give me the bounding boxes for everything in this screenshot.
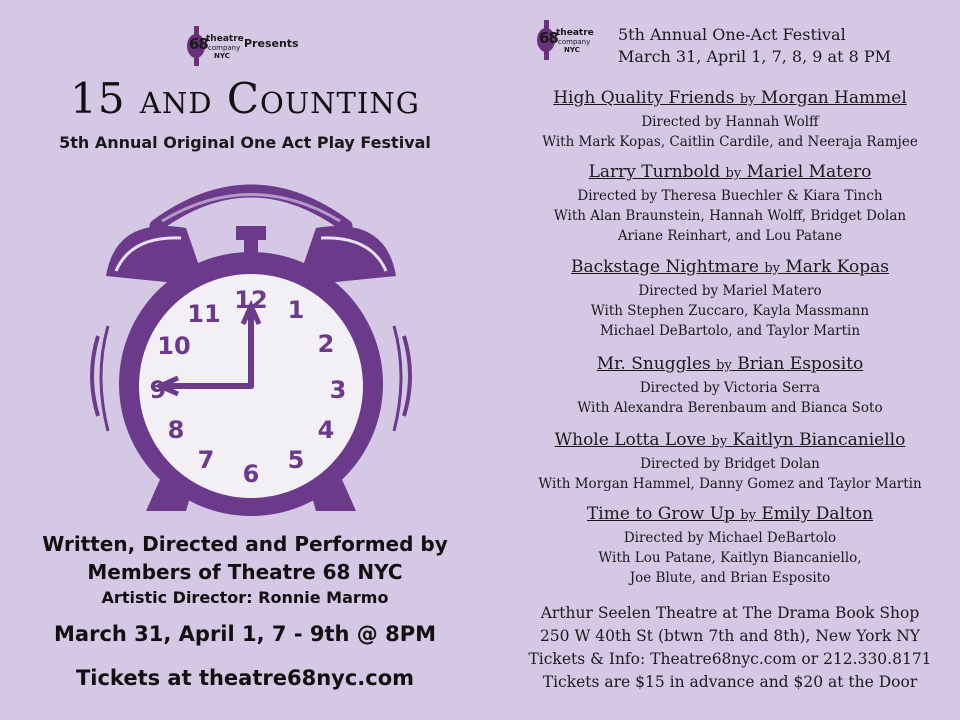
venue-info	[500, 602, 960, 694]
clock-numeral-10: 10	[157, 332, 191, 360]
clock-numeral-3: 3	[329, 376, 347, 404]
play-cast: With Lou Patane, Kaitlyn Biancaniello,	[598, 550, 862, 566]
clock-numeral-11: 11	[187, 300, 221, 328]
alarm-clock-illustration	[86, 166, 416, 516]
play-cast: With Morgan Hammel, Danny Gomez and Taylor Martin	[538, 476, 922, 492]
festival-heading-line-1: 5th Annual One-Act Festival	[618, 25, 846, 44]
play-5	[500, 428, 960, 494]
play-title: Mr. Snuggles by Brian Esposito	[596, 354, 864, 374]
play-director: Directed by Hannah Wolff	[641, 114, 819, 130]
play-title: Larry Turnbold by Mariel Matero	[588, 162, 872, 182]
artistic-director: Artistic Director: Ronnie Marmo	[101, 588, 389, 607]
play-director: Directed by Michael DeBartolo	[623, 530, 837, 546]
play-title: Backstage Nightmare by Mark Kopas	[571, 257, 889, 277]
festival-heading	[618, 24, 891, 68]
play-title: High Quality Friends by Morgan Hammel	[553, 88, 907, 108]
logo-number: 68	[189, 35, 208, 53]
theatre68-logo-small	[536, 20, 592, 60]
play-3	[500, 255, 960, 341]
show-subtitle: 5th Annual Original One Act Play Festival	[59, 133, 431, 152]
clock-numeral-5: 5	[287, 446, 305, 474]
clock-numeral-9: 9	[149, 376, 167, 404]
play-director: Directed by Mariel Matero	[638, 283, 822, 299]
clock-numeral-4: 4	[317, 416, 335, 444]
presents-label: Presents	[244, 36, 299, 50]
play-2	[500, 160, 960, 246]
clock-numeral-6: 6	[242, 460, 260, 488]
clock-numeral-2: 2	[317, 330, 335, 358]
festival-details	[500, 0, 960, 720]
play-director: Directed by Bridget Dolan	[640, 456, 820, 472]
play-6	[500, 502, 960, 588]
clock-numeral-7: 7	[197, 446, 215, 474]
theatre68-logo	[186, 26, 299, 66]
logo-mark	[186, 26, 242, 66]
tickets-info[interactable]: Tickets at theatre68nyc.com	[75, 666, 415, 690]
venue-ticket-prices: Tickets are $15 in advance and $20 at the Door	[542, 673, 918, 691]
logo-word-nyc-small: NYC	[564, 46, 580, 54]
venue-address: 250 W 40th St (btwn 7th and 8th), New York NY	[539, 627, 921, 645]
show-dates: March 31, April 1, 7 - 9th @ 8PM	[54, 622, 436, 646]
clock-numeral-1: 1	[287, 296, 305, 324]
logo-word-company: company	[208, 44, 241, 52]
credits-line-2: Members of Theatre 68 NYC	[87, 560, 403, 584]
festival-heading-line-2: March 31, April 1, 7, 8, 9 at 8 PM	[618, 47, 892, 66]
venue-name: Arthur Seelen Theatre at The Drama Book Shop	[540, 604, 920, 622]
play-cast: With Alan Braunstein, Hannah Wolff, Bridget Dolan	[553, 208, 907, 224]
logo-word-theatre-small: theatre	[556, 28, 594, 38]
show-title: 15 and Counting	[70, 74, 420, 123]
play-cast: With Alexandra Berenbaum and Bianca Soto	[577, 400, 883, 416]
play-4	[500, 352, 960, 418]
play-title: Whole Lotta Love by Kaitlyn Biancaniello	[554, 430, 906, 450]
clock-numeral-12: 12	[234, 286, 268, 314]
logo-word-company-small: company	[558, 38, 591, 46]
play-cast: Joe Blute, and Brian Esposito	[629, 570, 831, 586]
play-director: Directed by Theresa Buechler & Kiara Tinch	[577, 188, 883, 204]
play-cast: Michael DeBartolo, and Taylor Martin	[599, 323, 861, 339]
clock-numeral-8: 8	[167, 416, 185, 444]
play-cast: With Stephen Zuccaro, Kayla Massmann	[590, 303, 870, 319]
play-1	[500, 86, 960, 152]
logo-word-theatre: theatre	[206, 34, 244, 44]
logo-word-nyc: NYC	[214, 52, 230, 60]
credits-line-1: Written, Directed and Performed by	[42, 532, 448, 556]
play-director: Directed by Victoria Serra	[639, 380, 821, 396]
play-cast: With Mark Kopas, Caitlin Cardile, and Neeraja Ramjee	[542, 134, 918, 150]
play-title: Time to Grow Up by Emily Dalton	[586, 504, 874, 524]
logo-mark-small	[536, 20, 592, 60]
play-cast: Ariane Reinhart, and Lou Patane	[617, 228, 843, 244]
venue-tickets-contact[interactable]: Tickets & Info: Theatre68nyc.com or 212.330.8171	[528, 650, 932, 668]
logo-number-small: 68	[539, 29, 558, 47]
